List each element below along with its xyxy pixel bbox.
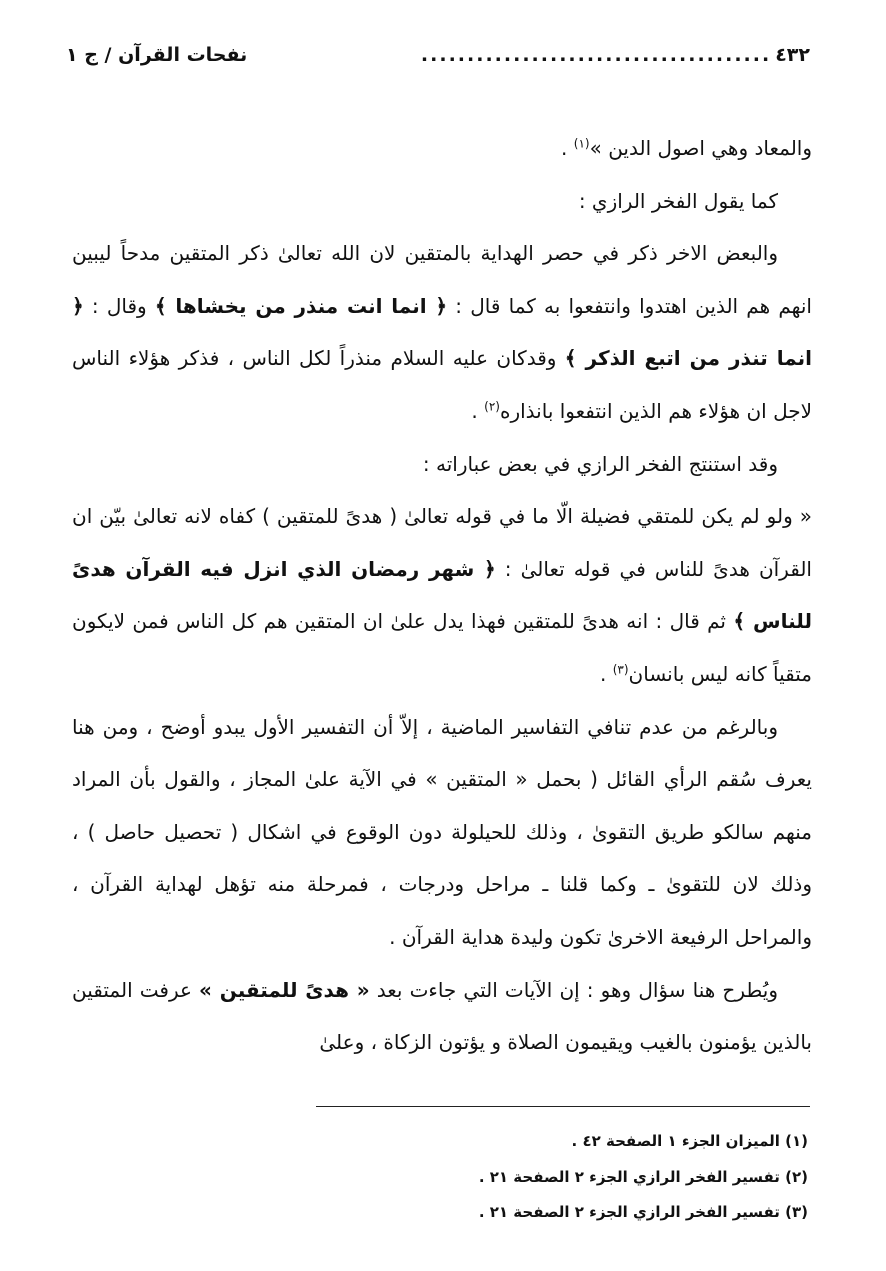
- paragraph: [72, 227, 812, 437]
- quran-verse: ﴿ انما تنذر من اتبع الذكر ﴾: [72, 293, 813, 371]
- text-run: ثم قال : انه هدىً للمتقين فهذا يدل علىٰ ان المتقين هم كل الناس فمن لايكون متقياً كانه ليس بانسان: [72, 609, 812, 686]
- page-number: ٤٣٢: [775, 44, 810, 66]
- text-run: كما يقول الفخر الرازي :: [578, 188, 778, 213]
- text-run: وبالرغم من عدم تنافي التفاسير الماضية ، إلاّ أن التفسير الأول يبدو أوضح ، ومن هنا يعرف سُقم الرأي القائل ( بحمل « المتقين » في الآية علىٰ المجاز ، والقول بأن المراد منهم سالكو طريق التقوىٰ ، وذلك للحيلولة دون الوقوع في اشكال ( تحصيل حاصل ) ، وذلك لان للتقوىٰ ـ وكما قلنا ـ مراحل ودرجات ، فمرحلة منه تؤهل لهداية القرآن ، والمراحل الرفيعة الاخرىٰ تكون وليدة هداية القرآن .: [72, 714, 812, 949]
- quran-verse: « هدىً للمتقين »: [199, 977, 370, 1002]
- footnotes: [208, 1124, 808, 1231]
- paragraph: [72, 122, 812, 175]
- footnote-1: (١) الميزان الجزء ١ الصفحة ٤٢ .: [571, 1132, 808, 1150]
- book-title: نفحات القرآن / ج ١: [66, 44, 248, 66]
- header-leader-dots: ......................................: [420, 44, 772, 66]
- footnote-marker: (٢): [484, 399, 500, 414]
- text-run: وقدكان عليه السلام منذراً لكل الناس ، فذكر هؤلاء الناس لاجل ان هؤلاء هم الذين انتفعوا بانذاره: [72, 346, 812, 423]
- punctuation: .: [600, 661, 613, 686]
- punctuation: .: [561, 136, 574, 160]
- running-header: [66, 44, 810, 78]
- text-run: ويُطرح هنا سؤال وهو : إن الآيات التي جاءت بعد: [369, 977, 779, 1002]
- text-run: والمعاد وهي اصول الدين »: [589, 136, 812, 160]
- main-text: [72, 122, 812, 1069]
- footnote-separator: [316, 1106, 810, 1107]
- text-run: والبعض الاخر ذكر في حصر الهداية بالمتقين لان الله تعالىٰ ذكر المتقين مدحاً ليبين انهم هم الذين اهتدوا وانتفعوا به كما قال :: [72, 241, 812, 318]
- paragraph: [72, 438, 812, 491]
- footnote-marker: (١): [573, 136, 590, 151]
- paragraph: [72, 701, 812, 964]
- footnote-marker: (٣): [612, 662, 629, 677]
- footnote-3: (٣) تفسير الفخر الرازي الجزء ٢ الصفحة ٢١ .: [478, 1203, 808, 1221]
- paragraph: [72, 964, 812, 1069]
- footnote-2: (٢) تفسير الفخر الرازي الجزء ٢ الصفحة ٢١ .: [478, 1167, 808, 1186]
- quran-verse: ﴿ انما انت منذر من يخشاها ﴾: [154, 293, 448, 318]
- text-run: وقال :: [83, 293, 155, 318]
- text-run: وقد استنتج الفخر الرازي في بعض عباراته :: [422, 451, 778, 476]
- punctuation: .: [471, 398, 485, 423]
- text-run: « ولو لم يكن للمتقي فضيلة الّا ما في قوله تعالىٰ ( هدىً للمتقين ) كفاه لانه تعالىٰ بيّن ان القرآن هدىً للناس في قوله تعالىٰ :: [72, 504, 812, 581]
- quran-verse: ﴿ شهر رمضان الذي انزل فيه القرآن هدىً للناس ﴾: [72, 556, 812, 634]
- paragraph: [72, 490, 812, 700]
- paragraph: [72, 175, 812, 228]
- text-run: عرفت المتقين بالذين يؤمنون بالغيب ويقيمون الصلاة و يؤتون الزكاة ، وعلىٰ: [72, 977, 812, 1055]
